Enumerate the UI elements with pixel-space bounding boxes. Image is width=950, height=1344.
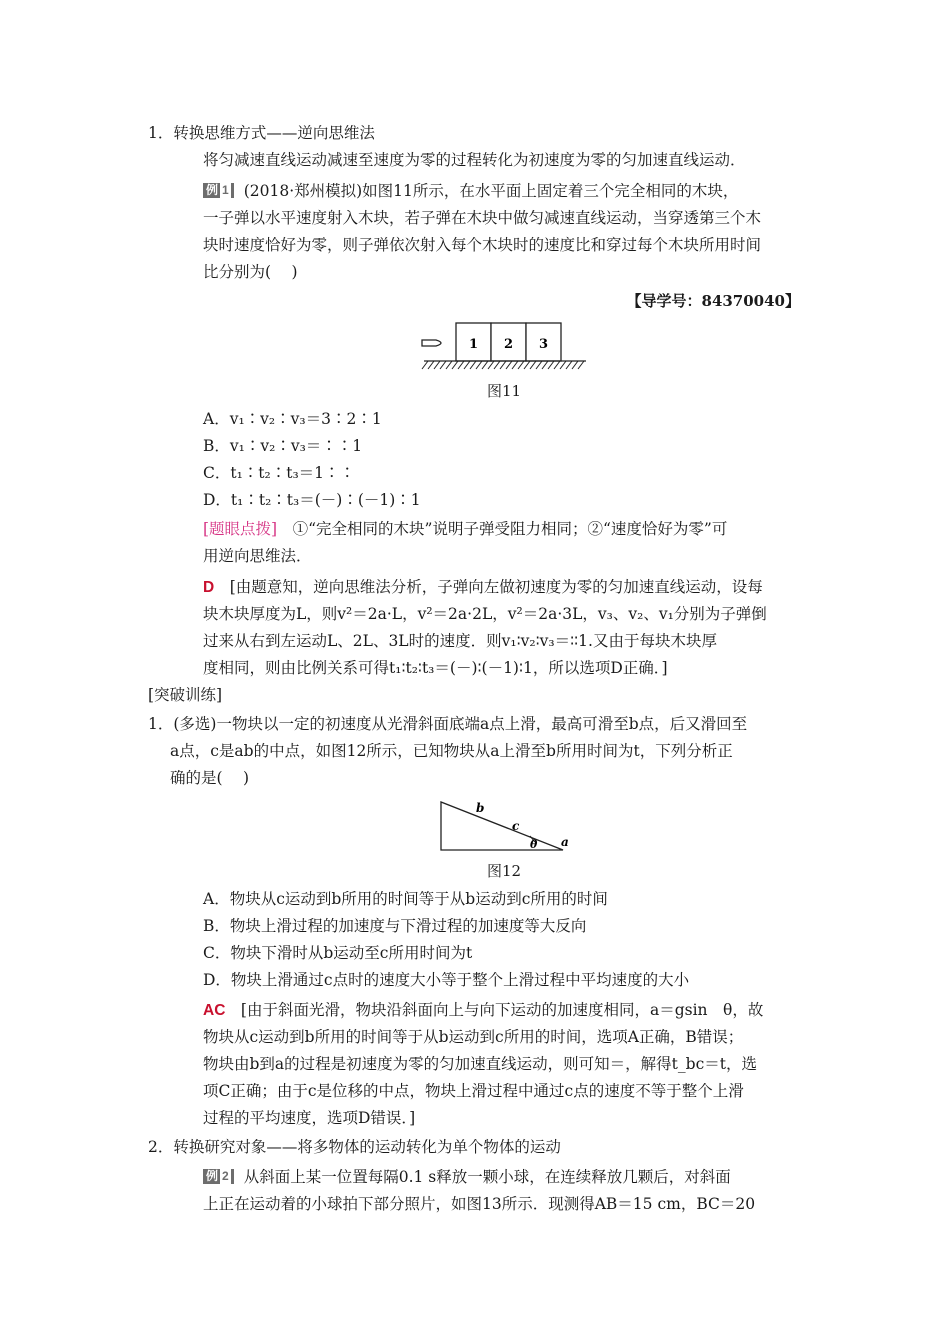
block-label-1: 1	[468, 337, 479, 352]
q1-option-a: A．物块从c运动到b所用的时间等于从b运动到c所用的时间	[203, 890, 608, 908]
label-c: c	[512, 819, 520, 833]
q1-answer-letters: AC	[203, 1002, 226, 1019]
guide-number: 【导学号：84370040】	[626, 292, 800, 310]
ex1-option-b: B．v₁∶v₂∶v₃＝∶∶1	[203, 437, 363, 455]
hint-label: [题眼点拨]	[203, 520, 278, 538]
example-1-badge: 例 1	[203, 183, 234, 198]
section-1-description: 将匀减速直线运动减速至速度为零的过程转化为初速度为零的匀加速直线运动．	[203, 151, 746, 169]
training-label: [突破训练]	[148, 686, 223, 704]
hint-line-2: 用逆向思维法．	[203, 547, 312, 565]
label-a: a	[561, 835, 569, 849]
example-2-line-1: 例 2 从斜面上某一位置每隔0.1 s释放一颗小球，在连续释放几颗后，对斜面	[203, 1166, 731, 1188]
section-1-title: 1．转换思维方式——逆向思维法	[148, 124, 375, 142]
hint-line-1: [题眼点拨] ①“完全相同的木块”说明子弹受阻力相同；②“速度恰好为零”可	[203, 520, 728, 538]
figure-11-caption: 图11	[487, 382, 522, 400]
q1-line-3: 确的是( )	[170, 769, 250, 787]
figure-12	[438, 798, 578, 854]
block-label-3: 3	[538, 337, 549, 352]
ex1-answer-line-4: 度相同，则由比例关系可得t₁∶t₂∶t₃＝(－)∶(－1)∶1，所以选项D正确．]	[203, 659, 668, 677]
q1-answer-line-3: 物块由b到a的过程是初速度为零的匀加速直线运动，则可知＝，解得t_bc＝t，选	[203, 1055, 757, 1073]
q1-answer-line-4: 项C正确；由于c是位移的中点，物块上滑过程中通过c点的速度不等于整个上滑	[203, 1082, 744, 1100]
example-1-line-4: 比分别为( )	[203, 263, 298, 281]
figure-11	[420, 318, 590, 374]
example-2-line-2: 上正在运动着的小球拍下部分照片，如图13所示．现测得AB＝15 cm，BC＝20	[203, 1195, 756, 1213]
incline-triangle	[441, 802, 563, 850]
ex1-answer-line-1: D [由题意知，逆向思维法分析，子弹向左做初速度为零的匀加速直线运动，设每	[203, 578, 763, 596]
q1-line-1: 1．(多选)一物块以一定的初速度从光滑斜面底端a点上滑，最高可滑至b点，后又滑回至	[148, 715, 748, 733]
ex1-answer-line-3: 过来从右到左运动L、2L、3L时的速度．则v₁∶v₂∶v₃＝∶∶1.又由于每块木块厚	[203, 632, 717, 650]
q1-line-2: a点，c是ab的中点，如图12所示，已知物块从a上滑至b所用时间为t，下列分析正	[170, 742, 733, 760]
q1-option-d: D．物块上滑通过c点时的速度大小等于整个上滑过程中平均速度的大小	[203, 971, 690, 989]
q1-option-b: B．物块上滑过程的加速度与下滑过程的加速度等大反向	[203, 917, 587, 935]
q1-answer-line-2: 物块从c运动到b所用的时间等于从b运动到c所用的时间，选项A正确，B错误；	[203, 1028, 744, 1046]
q1-option-c: C．物块下滑时从b运动至c所用时间为t	[203, 944, 473, 962]
label-b: b	[476, 801, 485, 815]
block-label-2: 2	[503, 337, 514, 352]
ex1-option-d: D．t₁∶t₂∶t₃＝(－)∶(－1)∶1	[203, 491, 421, 509]
ex1-answer-letter: D	[203, 579, 215, 596]
ex1-answer-line-2: 块木块厚度为L，则v²＝2a·L，v²＝2a·2L，v²＝2a·3L，v₃、v₂、v₁分别为子弹倒	[203, 605, 767, 623]
figure-12-caption: 图12	[487, 862, 522, 880]
ex1-option-a: A．v₁∶v₂∶v₃＝3∶2∶1	[203, 410, 382, 428]
ground-hatching	[422, 361, 584, 369]
q1-answer-line-5: 过程的平均速度，选项D错误．]	[203, 1109, 416, 1127]
example-1-line-2: 一子弹以水平速度射入木块，若子弹在木块中做匀减速直线运动，当穿透第三个木	[203, 209, 762, 227]
example-1-line-3: 块时速度恰好为零，则子弹依次射入每个木块时的速度比和穿过每个木块所用时间	[203, 236, 762, 254]
q1-answer-line-1: AC [由于斜面光滑，物块沿斜面向上与向下运动的加速度相同，a＝gsin θ，故	[203, 1001, 764, 1019]
label-theta: θ	[530, 838, 538, 851]
example-2-badge: 例 2	[203, 1169, 234, 1184]
ex1-option-c: C．t₁∶t₂∶t₃＝1∶∶	[203, 464, 356, 482]
section-2-title: 2．转换研究对象——将多物体的运动转化为单个物体的运动	[148, 1138, 561, 1156]
example-1-line-1: 例 1 (2018·郑州模拟)如图11所示，在水平面上固定着三个完全相同的木块，	[203, 180, 738, 202]
bullet-shape	[422, 340, 441, 346]
